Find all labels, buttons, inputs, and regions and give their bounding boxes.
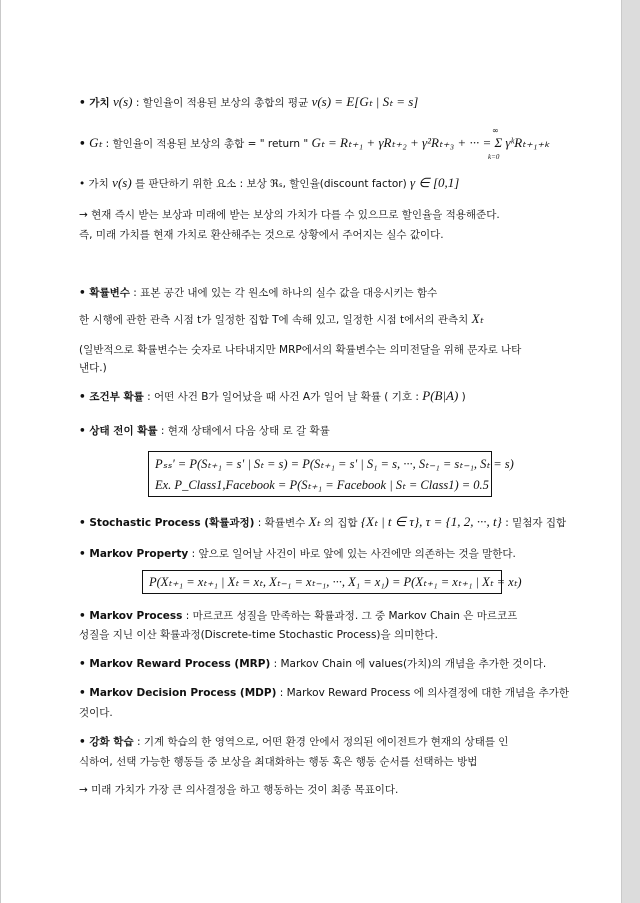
stochastic-process (79, 515, 566, 530)
conditional-description: : 어떤 사건 B가 일어났을 때 사건 A가 일어 날 확률 ( 기호 : (147, 391, 419, 403)
return-formula: Gₜ = Rₜ₊₁ + γRₜ₊₂ + γ²Rₜ₊₃ + ··· = Σ γᵏRₜ₊₁₊ₖ (311, 135, 550, 150)
markov-property-label: • Markov Property (79, 548, 189, 560)
random-variable-label: • 확률변수 (79, 287, 130, 299)
judge-description: 를 판단하기 위한 요소 : 보상 ℜₛ, 할인율(discount factor) (135, 178, 407, 190)
random-variable-note-2: 낸다.) (79, 362, 107, 374)
explanation-line-1: → 현재 즉시 받는 보상과 미래에 받는 보상의 가치가 다를 수 있으므로 할인율을 적용해준다. (79, 209, 500, 221)
stochastic-set: {Xₜ | t ∈ τ}, τ = {1, 2, ···, t} (360, 514, 502, 529)
random-variable-note-1: (일반적으로 확률변수는 숫자로 나타내지만 MRP에서의 확률변수는 의미전달을 위해 문자로 나타 (79, 344, 522, 356)
markov-property-desc: : 앞으로 일어날 사건이 바로 앞에 있는 사건에만 의존하는 것을 말한다. (191, 548, 516, 560)
rl-desc: : 기계 학습의 한 영역으로, 어떤 환경 안에서 정의된 에이전트가 현재의 상태를 인 (136, 736, 509, 748)
markov-process (79, 609, 517, 623)
value-definition (79, 95, 418, 110)
mdp-desc: : Markov Reward Process 에 의사결정에 대한 개념을 추가한 (279, 687, 570, 699)
stochastic-desc-2: 의 집합 (323, 517, 358, 529)
value-symbol: v(s) (113, 94, 133, 109)
judge-symbol: v(s) (112, 175, 132, 190)
mdp-definition (79, 686, 569, 700)
stochastic-desc-3: : 밑첨자 집합 (505, 517, 567, 529)
value-formula: v(s) = E[Gₜ | Sₜ = s] (311, 94, 419, 109)
random-variable-definition (79, 286, 437, 300)
random-variable-text: 한 시행에 관한 관측 시점 t가 일정한 집합 T에 속해 있고, 일정한 시점 t에서의 관측치 (79, 314, 469, 326)
markov-property (79, 547, 516, 561)
markov-process-desc: : 마르코프 성질을 만족하는 확률과정. 그 중 Markov Chain 은 마르코프 (185, 610, 518, 622)
mrp-label: • Markov Reward Process (MRP) (79, 658, 271, 670)
stochastic-label: • Stochastic Process (확률과정) (79, 517, 255, 529)
return-description: : 할인율이 적용된 보상의 총합 = " return " (105, 138, 309, 150)
reinforcement-learning (79, 735, 508, 749)
random-variable-description: : 표본 공간 내에 있는 각 원소에 하나의 실수 값을 대응시키는 함수 (133, 287, 438, 299)
explanation-line-2: 즉, 미래 가치를 현재 가치로 환산해주는 것으로 상황에서 주어지는 실수 값이다. (79, 229, 444, 241)
final-goal: → 미래 가치가 가장 큰 의사결정을 하고 행동하는 것이 최종 목표이다. (79, 784, 399, 796)
sum-lower-limit: k=0 (488, 153, 500, 161)
return-symbol: Gₜ (89, 135, 103, 150)
transition-probability (79, 424, 330, 438)
random-variable-line-2 (79, 312, 483, 327)
conditional-close: ) (461, 391, 466, 403)
judge-prefix: • 가치 (79, 178, 109, 190)
mrp-definition (79, 657, 546, 671)
rl-line-2: 식하여, 선택 가능한 행동들 중 보상을 최대화하는 행동 혹은 행동 순서를 선택하는 방법 (79, 756, 478, 768)
markov-process-line-2: 성질을 지닌 이산 확률과정(Discrete-time Stochastic Process)을 의미한다. (79, 629, 438, 641)
transition-description: : 현재 상태에서 다음 상태 로 갈 확률 (160, 425, 330, 437)
transition-label: • 상태 전이 확률 (79, 425, 158, 437)
value-label: • 가치 (79, 97, 110, 109)
transition-example: Ex. P_Class1,Facebook = P(Sₜ₊₁ = Facebook | Sₜ = Class1) = 0.5 (155, 478, 489, 492)
conditional-symbol: P(B|A) (422, 388, 459, 403)
markov-formula: P(Xₜ₊₁ = xₜ₊₁ | Xₜ = xₜ, Xₜ₋₁ = xₜ₋₁, ···, X₁ = x₁) = P(Xₜ₊₁ = xₜ₊₁ | Xₜ = xₜ) (149, 575, 522, 589)
stochastic-desc: : 확률변수 (257, 517, 306, 529)
transition-formula-box (148, 451, 514, 497)
stochastic-symbol: Xₜ (308, 514, 321, 529)
markov-formula-box (142, 570, 522, 594)
sum-upper-limit: ∞ (492, 126, 499, 135)
rl-label: • 강화 학습 (79, 736, 134, 748)
mdp-label: • Markov Decision Process (MDP) (79, 687, 277, 699)
conditional-probability (79, 389, 466, 404)
observation-symbol: Xₜ (471, 311, 484, 326)
discount-range: γ ∈ [0,1] (410, 175, 460, 190)
value-judgement (79, 176, 459, 191)
mrp-desc: : Markov Chain 에 values(가치)의 개념을 추가한 것이다. (273, 658, 547, 670)
return-bullet: • (79, 138, 86, 150)
markov-process-label: • Markov Process (79, 610, 183, 622)
conditional-label: • 조건부 확률 (79, 391, 144, 403)
return-definition (79, 136, 550, 151)
transition-formula: Pₛₛ' = P(Sₜ₊₁ = s' | Sₜ = s) = P(Sₜ₊₁ = s' | S₁ = s, ···, Sₜ₋₁ = sₜ₋₁, Sₜ = s) (155, 457, 514, 471)
value-description: : 할인율이 적용된 보상의 총합의 평균 (135, 97, 309, 109)
mdp-line-2: 것이다. (79, 707, 113, 719)
